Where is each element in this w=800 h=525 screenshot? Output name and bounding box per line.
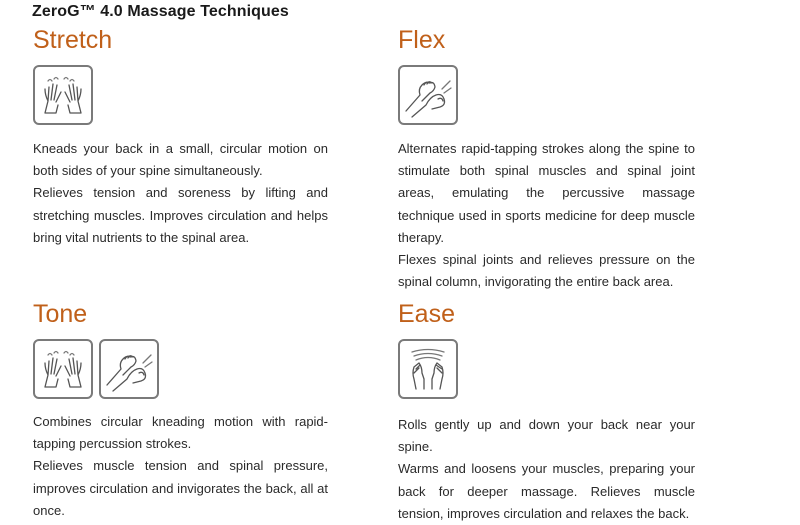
hands-kneading-icon xyxy=(33,339,93,399)
icon-row xyxy=(398,65,695,125)
fist-tapping-icon xyxy=(398,65,458,125)
section-tone xyxy=(33,300,328,522)
section-description xyxy=(33,411,328,522)
section-description xyxy=(398,414,695,525)
paragraph: Kneads your back in a small, circular motion on both sides of your spine simultaneously. xyxy=(33,141,328,179)
icon-row xyxy=(398,339,695,399)
paragraph: Flexes spinal joints and relieves pressure on the spinal column, invigorating the entire back area. xyxy=(398,252,695,290)
section-stretch xyxy=(33,26,328,249)
paragraph: Relieves muscle tension and spinal pressure, improves circulation and invigorates the back, all at once. xyxy=(33,458,328,518)
section-description xyxy=(33,138,328,249)
hands-rolling-icon xyxy=(398,339,458,399)
paragraph: Warms and loosens your muscles, preparing your back for deeper massage. Relieves muscle tension, improves circulation and relaxes the back. xyxy=(398,461,695,521)
section-heading-tone: Tone xyxy=(33,300,88,328)
paragraph: Rolls gently up and down your back near your spine. xyxy=(398,417,695,455)
section-heading-stretch: Stretch xyxy=(33,26,113,54)
paragraph: Alternates rapid-tapping strokes along the spine to stimulate both spinal muscles and spinal joint areas, emulating the percussive massage technique used in sports medicine for deep muscle therapy. xyxy=(398,141,695,245)
hands-kneading-icon xyxy=(33,65,93,125)
page-title: ZeroG™ 4.0 Massage Techniques xyxy=(32,3,289,20)
section-heading-ease: Ease xyxy=(398,300,455,328)
section-description xyxy=(398,138,695,293)
fist-tapping-icon xyxy=(99,339,159,399)
icon-row xyxy=(33,339,328,399)
section-ease xyxy=(398,300,695,525)
icon-row xyxy=(33,65,328,125)
section-flex xyxy=(398,26,695,293)
section-heading-flex: Flex xyxy=(398,26,446,54)
paragraph: Relieves tension and soreness by lifting and stretching muscles. Improves circulation and helps bring vital nutrients to the spinal area. xyxy=(33,185,328,245)
paragraph: Combines circular kneading motion with rapid-tapping percussion strokes. xyxy=(33,414,328,452)
